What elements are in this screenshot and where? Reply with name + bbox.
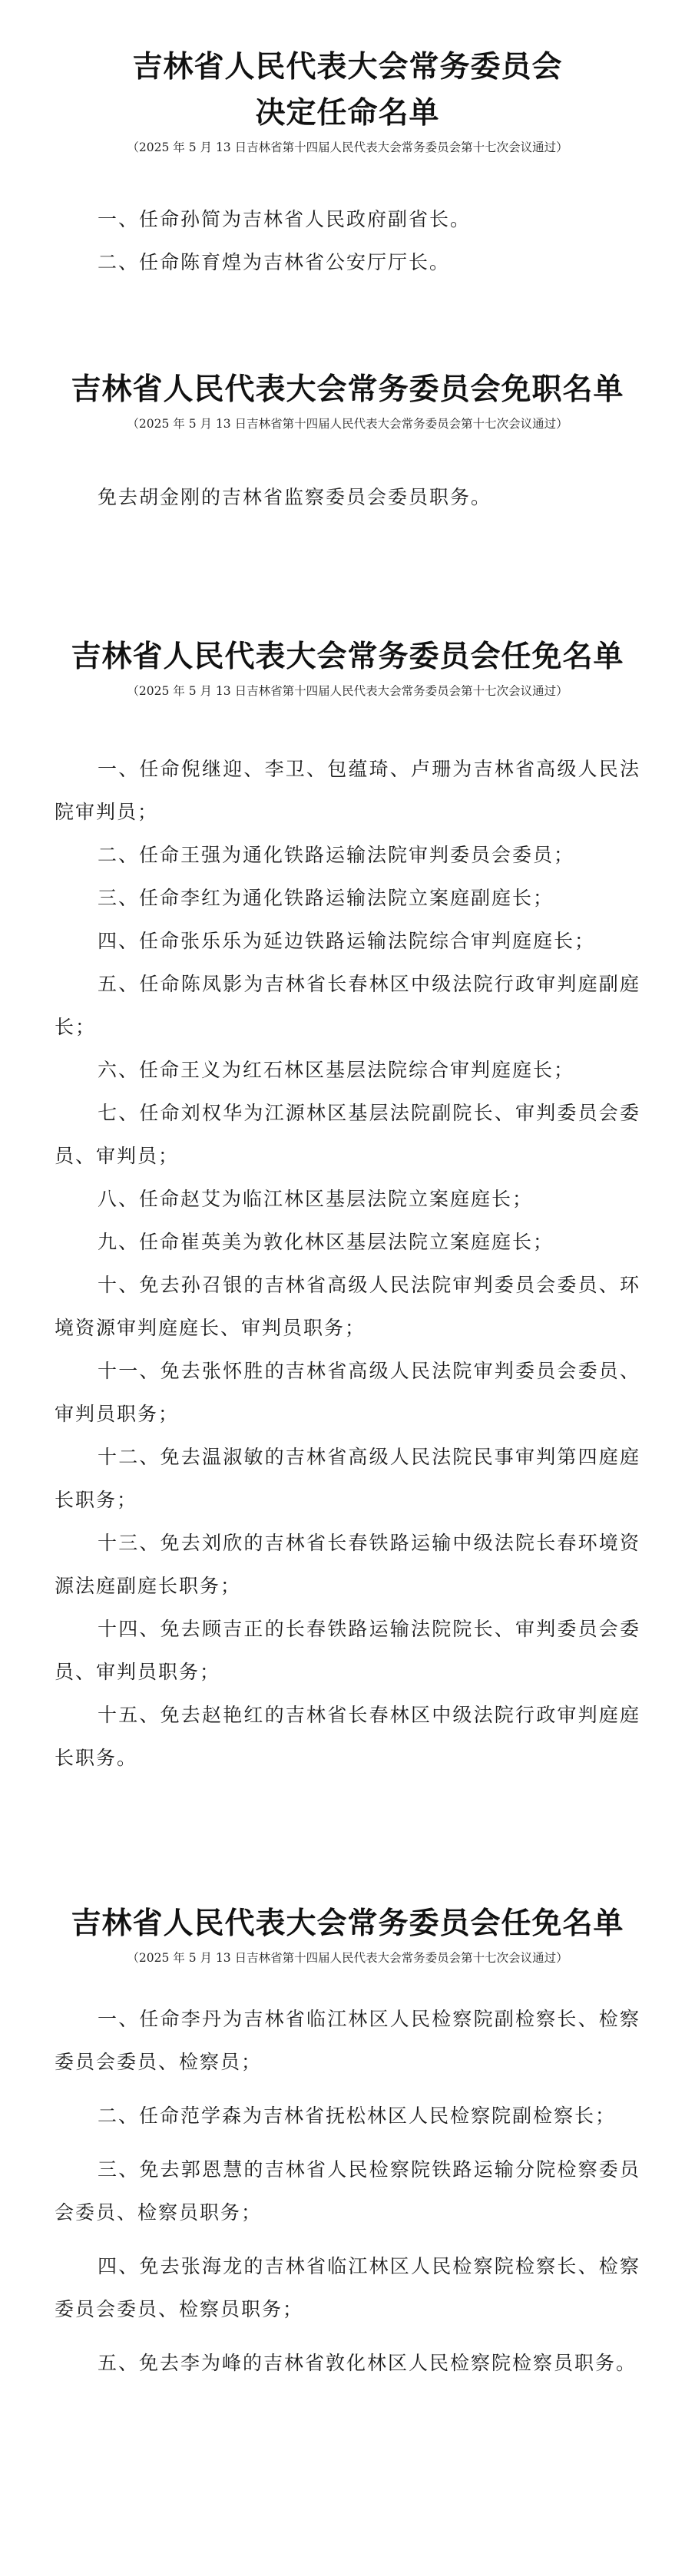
list-item: 一、任命倪继迎、李卫、包蕴琦、卢珊为吉林省高级人民法院审判员； [55, 758, 640, 823]
list-item: 六、任命王义为红石林区基层法院综合审判庭庭长； [98, 1059, 575, 1081]
section-title-line: 吉林省人民代表大会常务委员会任免名单 [71, 640, 624, 674]
procuratorate-appointments-section [0, 1901, 695, 2385]
item-list [0, 198, 695, 284]
court-appointments-section [0, 634, 695, 1780]
section-title-line: 吉林省人民代表大会常务委员会 [132, 50, 563, 84]
list-item: 三、任命李红为通化铁路运输法院立案庭副庭长； [98, 887, 554, 909]
section-subtitle: （2025 年 5 月 13 日吉林省第十四届人民代表大会常务委员会第十七次会议通过） [127, 684, 568, 698]
dismissal-section [0, 367, 695, 519]
list-item: 十四、免去顾吉正的长春铁路运输法院院长、审判委员会委员、审判员职务； [55, 1618, 640, 1683]
list-item: 四、任命张乐乐为延边铁路运输法院综合审判庭庭长； [98, 930, 596, 952]
list-item: 十五、免去赵艳红的吉林省长春林区中级法院行政审判庭庭长职务。 [55, 1704, 640, 1769]
item-list [0, 1998, 695, 2385]
appointment-decision-section [0, 45, 695, 284]
list-item: 十一、免去张怀胜的吉林省高级人民法院审判委员会委员、审判员职务； [55, 1360, 640, 1425]
section-subtitle: （2025 年 5 月 13 日吉林省第十四届人民代表大会常务委员会第十七次会议通过） [127, 141, 568, 154]
list-item: 二、任命陈育煌为吉林省公安厅厅长。 [98, 251, 451, 273]
section-title-line: 吉林省人民代表大会常务委员会任免名单 [71, 1906, 624, 1941]
section-title-line: 决定任命名单 [255, 96, 440, 131]
list-item: 一、任命孙简为吉林省人民政府副省长。 [98, 208, 472, 230]
list-item: 一、任命李丹为吉林省临江林区人民检察院副检察长、检察委员会委员、检察员； [55, 2008, 640, 2073]
section-subtitle: （2025 年 5 月 13 日吉林省第十四届人民代表大会常务委员会第十七次会议通过） [127, 1951, 568, 1965]
list-item: 十、免去孙召银的吉林省高级人民法院审判委员会委员、环境资源审判庭庭长、审判员职务； [55, 1274, 640, 1339]
list-item: 五、免去李为峰的吉林省敦化林区人民检察院检察员职务。 [98, 2352, 637, 2374]
list-item: 十二、免去温淑敏的吉林省高级人民法院民事审判第四庭庭长职务； [55, 1446, 640, 1511]
item-list [0, 748, 695, 1780]
list-item: 三、免去郭恩慧的吉林省人民检察院铁路运输分院检察委员会委员、检察员职务； [55, 2158, 640, 2224]
list-item: 二、任命范学森为吉林省抚松林区人民检察院副检察长； [98, 2105, 617, 2127]
list-item: 十三、免去刘欣的吉林省长春铁路运输中级法院长春环境资源法庭副庭长职务； [55, 1532, 640, 1597]
list-item: 八、任命赵艾为临江林区基层法院立案庭庭长； [98, 1188, 534, 1210]
list-item: 九、任命崔英美为敦化林区基层法院立案庭庭长； [98, 1231, 554, 1253]
list-item: 五、任命陈凤影为吉林省长春林区中级法院行政审判庭副庭长； [55, 973, 640, 1038]
section-title-line: 吉林省人民代表大会常务委员会免职名单 [71, 372, 624, 407]
list-item: 四、免去张海龙的吉林省临江林区人民检察院检察长、检察委员会委员、检察员职务； [55, 2255, 640, 2320]
item-list [0, 476, 695, 519]
section-subtitle: （2025 年 5 月 13 日吉林省第十四届人民代表大会常务委员会第十七次会议通过） [127, 417, 568, 431]
list-item: 免去胡金刚的吉林省监察委员会委员职务。 [98, 486, 492, 508]
list-item: 二、任命王强为通化铁路运输法院审判委员会委员； [98, 844, 575, 866]
list-item: 七、任命刘权华为江源林区基层法院副院长、审判委员会委员、审判员； [55, 1102, 640, 1167]
